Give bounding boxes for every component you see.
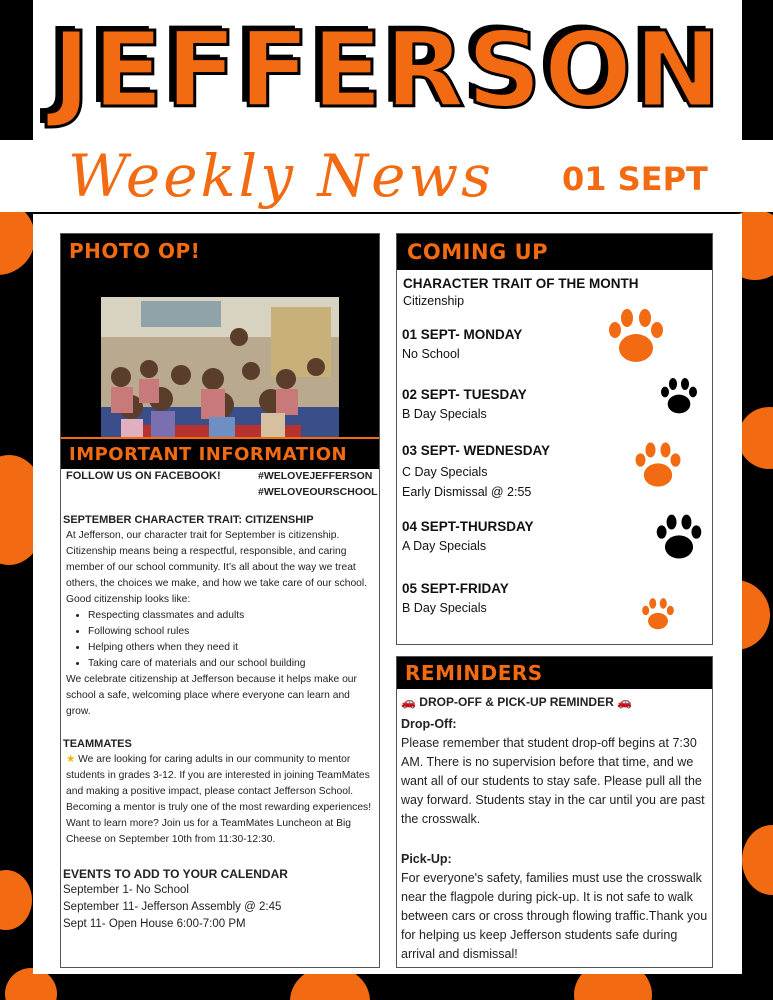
newsletter-title: JEFFERSON: [51, 9, 724, 131]
day-tuesday: [402, 386, 612, 424]
calendar-heading: EVENTS TO ADD TO YOUR CALENDAR: [63, 867, 288, 881]
teammates-heading: TEAMMATES: [63, 738, 132, 750]
trait-paragraph: At Jefferson, our character trait for September is citizenship. Citizenship means being a respectful, responsible, and caring member of our school community. It’s all about the way we treat others, the choices we make, and how we take care of our school.: [66, 530, 368, 589]
photo-op-heading: PHOTO OP!: [61, 234, 379, 267]
paw-print-icon: [659, 376, 699, 416]
left-column: [60, 233, 380, 968]
day-friday: [402, 580, 612, 618]
day-detail: A Day Specials: [402, 539, 487, 553]
dropoff-text: Please remember that student drop-off begins at 7:30 AM. There is no supervision before that time, and we want all of our students to stay safe. Please pull all the way forward. Students stay in the car until you are past the crosswalk.: [401, 736, 705, 826]
list-item: • Following school rules: [88, 624, 378, 640]
teammates-text: We are looking for caring adults in our community to mentor students in grades 3-12. If you are interested in joining TeamMates and making a positive impact, please contact Jefferson School. Becoming a mentor is truly one of the most rewarding experiences! Want to learn more? Join us for a TeamMates Luncheon at Big Cheese on September 10th from 11:30-12:30.: [66, 754, 372, 845]
paw-print-icon: [655, 512, 703, 562]
dropoff-heading: Drop-Off:: [401, 717, 457, 731]
calendar-item: September 11- Jefferson Assembly @ 2:45: [63, 901, 282, 913]
day-thursday: [402, 518, 612, 556]
paw-print-icon: [607, 306, 665, 366]
calendar-item: Sept 11- Open House 6:00-7:00 PM: [63, 918, 246, 930]
day-detail: B Day Specials: [402, 601, 487, 615]
coming-up-heading: COMING UP: [397, 234, 712, 270]
list-item: • Helping others when they need it: [88, 640, 378, 656]
list-item: • Taking care of materials and our school building: [88, 656, 378, 672]
day-wednesday: [402, 442, 612, 502]
subheader: [0, 140, 773, 212]
reminder-title: DROP-OFF & PICK-UP REMINDER: [419, 695, 614, 709]
hashtag: #WELOVEJEFFERSON: [258, 470, 373, 482]
citizenship-closing: We celebrate citizenship at Jefferson because it helps make our school a safe, welcoming place where everyone can learn and grow.: [66, 674, 357, 717]
day-title: 01 SEPT- MONDAY: [402, 327, 523, 342]
pickup-text: For everyone's safety, families must use the crosswalk near the flagpole during pick-up. It is not safe to walk between cars or cross through flowing traffic.Thank you for helping us keep Jefferson students safe during arrival and dismissal!: [401, 871, 708, 961]
day-title: 04 SEPT-THURSDAY: [402, 519, 534, 534]
citizenship-intro: Good citizenship looks like:: [66, 594, 191, 605]
polka-dot: [742, 825, 773, 895]
list-item: • Respecting classmates and adults: [88, 608, 378, 624]
polka-dot: [738, 407, 773, 469]
citizenship-list: [62, 608, 378, 672]
calendar-item: September 1- No School: [63, 884, 189, 896]
hashtag: #WELOVEOURSCHOOL: [258, 486, 378, 498]
day-monday: [402, 326, 612, 364]
coming-up-panel: [396, 233, 713, 645]
car-icon: 🚗: [401, 695, 416, 709]
social-row: [62, 468, 378, 502]
car-icon: 🚗: [617, 695, 633, 709]
day-title: 05 SEPT-FRIDAY: [402, 581, 509, 596]
polka-dot: [0, 870, 32, 930]
day-detail: C Day Specials: [402, 465, 488, 479]
facebook-callout: FOLLOW US ON FACEBOOK!: [66, 470, 221, 482]
newsletter-subtitle: Weekly News: [68, 142, 494, 210]
masthead: [33, 0, 742, 140]
day-title: 02 SEPT- TUESDAY: [402, 387, 527, 402]
reminders-heading: REMINDERS: [397, 657, 712, 689]
day-detail: Early Dismissal @ 2:55: [402, 485, 532, 499]
important-info-body: [62, 468, 378, 933]
paw-print-icon: [633, 440, 683, 490]
reminders-body: [401, 693, 711, 964]
trait-of-month: Citizenship: [403, 294, 465, 308]
paw-print-icon: [641, 596, 675, 632]
issue-date: 01 SEPT: [562, 160, 708, 198]
reminders-panel: [396, 656, 713, 968]
day-title: 03 SEPT- WEDNESDAY: [402, 443, 551, 458]
pickup-heading: Pick-Up:: [401, 852, 452, 866]
day-detail: No School: [402, 347, 460, 361]
day-detail: B Day Specials: [402, 407, 487, 421]
important-info-heading: IMPORTANT INFORMATION: [61, 439, 379, 469]
trait-of-month-heading: CHARACTER TRAIT OF THE MONTH: [403, 276, 639, 291]
trait-heading: SEPTEMBER CHARACTER TRAIT: CITIZENSHIP: [63, 514, 314, 526]
reminder-title-row: [401, 693, 711, 712]
teammates-paragraph: [62, 752, 378, 848]
star-icon: ★: [66, 754, 76, 765]
